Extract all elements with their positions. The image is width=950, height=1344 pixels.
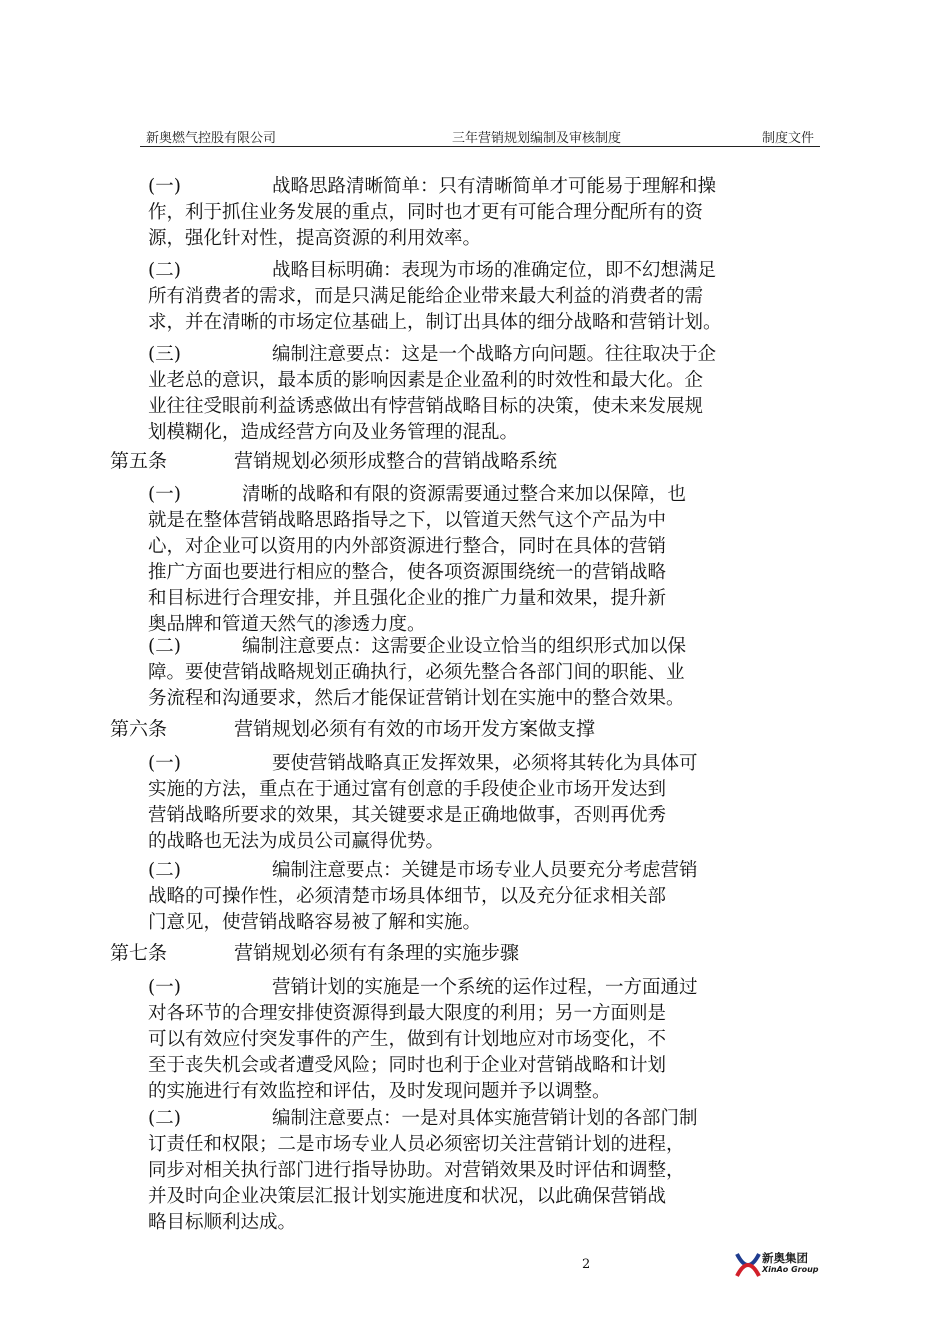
- header-doc-title: 三年营销规划编制及审核制度: [452, 131, 622, 146]
- clause-line: (二) 编制注意要点：这需要企业设立恰当的组织形式加以保: [148, 634, 686, 660]
- clause-block-5: [148, 634, 686, 712]
- clause-line: 作，利于抓住业务发展的重点，同时也才更有可能合理分配所有的资: [148, 202, 704, 223]
- clause-tag: (一): [148, 176, 181, 197]
- clause-line: 并及时向企业决策层汇报计划实施进度和状况，以此确保营销战: [148, 1186, 667, 1207]
- clause-line: 业往往受眼前利益诱惑做出有悖营销战略目标的决策，使未来发展规: [148, 396, 704, 417]
- page-number: 2: [582, 1257, 591, 1272]
- clause-line: 同步对相关执行部门进行指导协助。对营销效果及时评估和调整，: [148, 1160, 685, 1181]
- article-number: 第六条: [110, 718, 168, 740]
- clause-line: 划模糊化，造成经营方向及业务管理的混乱。: [148, 422, 519, 443]
- clause-tag: (一): [148, 753, 181, 774]
- article-number: 第五条: [110, 450, 168, 472]
- article-5-heading: [110, 448, 557, 474]
- header-doc-type: 制度文件: [761, 131, 814, 146]
- clause-line: 所有消费者的需求，而是只满足能给企业带来最大利益的消费者的需: [148, 286, 704, 307]
- clause-line: 门意见，使营销战略容易被了解和实施。: [148, 912, 482, 933]
- clause-line: (一) 战略思路清晰简单：只有清晰简单才可能易于理解和操: [148, 174, 716, 200]
- clause-line: (二) 编制注意要点：关键是市场专业人员要充分考虑营销: [148, 858, 698, 884]
- clause-block-1: [148, 174, 716, 252]
- clause-line: 心，对企业可以资用的内外部资源进行整合，同时在具体的营销: [148, 536, 667, 557]
- article-6-heading: [110, 716, 595, 742]
- clause-line: (二) 编制注意要点：一是对具体实施营销计划的各部门制: [148, 1106, 698, 1132]
- clause-line: (三) 编制注意要点：这是一个战略方向问题。往往取决于企: [148, 342, 716, 368]
- clause-block-9: [148, 1106, 698, 1236]
- clause-line: (二) 战略目标明确：表现为市场的准确定位，即不幻想满足: [148, 258, 722, 284]
- clause-tag: (二): [148, 260, 181, 281]
- clause-block-4: [148, 482, 686, 638]
- clause-line: 可以有效应付突发事件的产生，做到有计划地应对市场变化，不: [148, 1029, 667, 1050]
- clause-line: 对各环节的合理安排使资源得到最大限度的利用；另一方面则是: [148, 1003, 667, 1024]
- page-header: [140, 124, 820, 147]
- clause-line: 和目标进行合理安排，并且强化企业的推广力量和效果，提升新: [148, 588, 667, 609]
- xinao-logo-icon: [734, 1250, 762, 1280]
- clause-tag: (二): [148, 1108, 181, 1129]
- clause-line: 战略的可操作性，必须清楚市场具体细节，以及充分征求相关部: [148, 886, 667, 907]
- clause-line: 业老总的意识，最本质的影响因素是企业盈利的时效性和最大化。企: [148, 370, 704, 391]
- clause-line: 求，并在清晰的市场定位基础上，制订出具体的细分战略和营销计划。: [148, 312, 722, 333]
- clause-block-2: [148, 258, 722, 336]
- clause-line: 实施的方法，重点在于通过富有创意的手段使企业市场开发达到: [148, 779, 667, 800]
- header-company: 新奥燃气控股有限公司: [146, 131, 277, 146]
- clause-line: 推广方面也要进行相应的整合，使各项资源围绕统一的营销战略: [148, 562, 667, 583]
- clause-line: 障。要使营销战略规划正确执行，必须先整合各部门间的职能、业: [148, 662, 685, 683]
- clause-tag: (三): [148, 344, 181, 365]
- article-number: 第七条: [110, 942, 168, 964]
- clause-line: 订责任和权限；二是市场专业人员必须密切关注营销计划的进程，: [148, 1134, 685, 1155]
- clause-line: 的实施进行有效监控和评估，及时发现问题并予以调整。: [148, 1081, 611, 1102]
- clause-line: (一) 要使营销战略真正发挥效果，必须将其转化为具体可: [148, 751, 698, 777]
- clause-tag: (二): [148, 860, 181, 881]
- clause-block-3: [148, 342, 716, 446]
- logo-text-en: XinAo Group: [762, 1265, 819, 1274]
- clause-line: (一) 营销计划的实施是一个系统的运作过程，一方面通过: [148, 975, 698, 1001]
- article-title: 营销规划必须形成整合的营销战略系统: [234, 450, 558, 472]
- clause-line: 略目标顺利达成。: [148, 1212, 297, 1233]
- article-7-heading: [110, 940, 519, 966]
- article-title: 营销规划必须有有效的市场开发方案做支撑: [234, 718, 596, 740]
- clause-line: 奥品牌和管道天然气的渗透力度。: [148, 614, 426, 635]
- logo-text-cn: 新奥集团: [762, 1251, 808, 1265]
- clause-line: 就是在整体营销战略思路指导之下，以管道天然气这个产品为中: [148, 510, 667, 531]
- article-title: 营销规划必须有有条理的实施步骤: [234, 942, 520, 964]
- company-logo: [734, 1250, 826, 1280]
- clause-tag: (一): [148, 484, 181, 505]
- clause-block-8: [148, 975, 698, 1105]
- clause-tag: (二): [148, 636, 181, 657]
- clause-block-6: [148, 751, 698, 855]
- clause-line: 务流程和沟通要求，然后才能保证营销计划在实施中的整合效果。: [148, 688, 685, 709]
- clause-line: 营销战略所要求的效果，其关键要求是正确地做事，否则再优秀: [148, 805, 667, 826]
- clause-line: 至于丧失机会或者遭受风险；同时也利于企业对营销战略和计划: [148, 1055, 667, 1076]
- clause-tag: (一): [148, 977, 181, 998]
- clause-line: 源，强化针对性，提高资源的利用效率。: [148, 228, 482, 249]
- clause-line: 的战略也无法为成员公司赢得优势。: [148, 831, 445, 852]
- clause-block-7: [148, 858, 698, 936]
- clause-line: (一) 清晰的战略和有限的资源需要通过整合来加以保障，也: [148, 482, 686, 508]
